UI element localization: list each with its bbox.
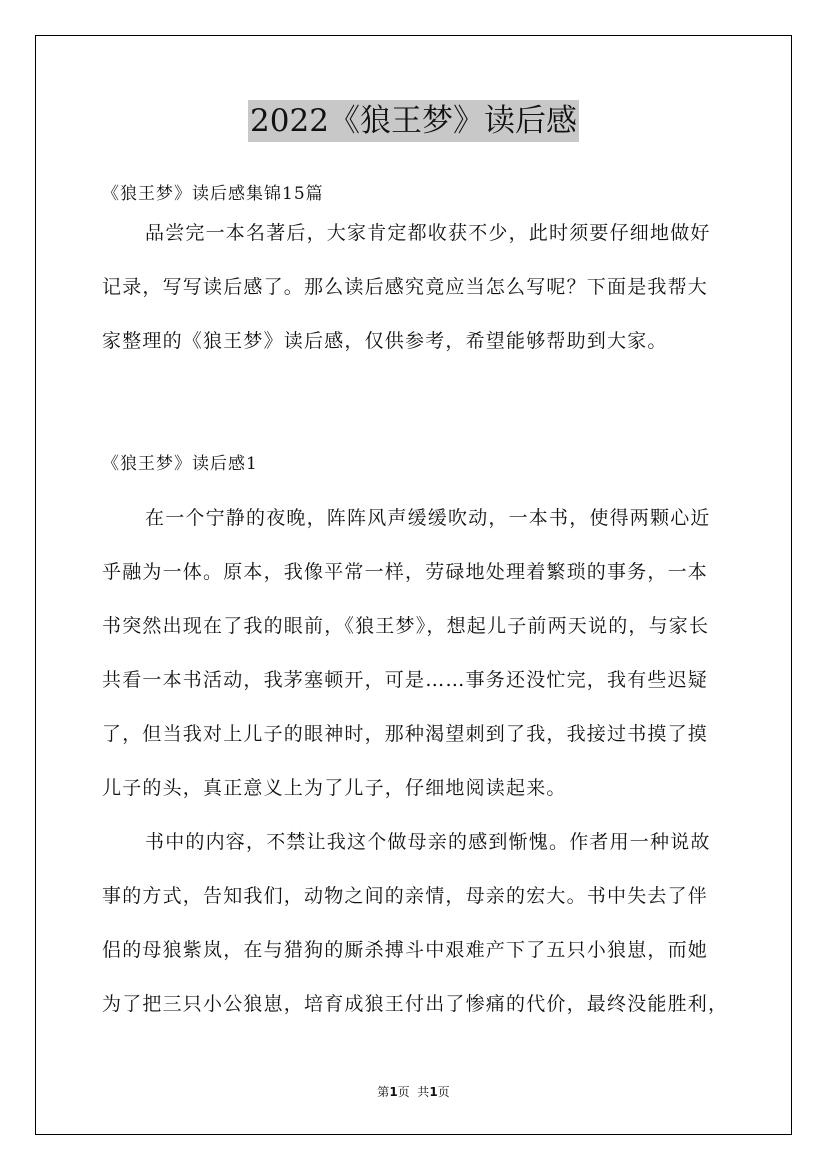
document-title: 2022《狼王梦》读后感	[248, 100, 579, 142]
paragraph-line: 记录，写写读后感了。那么读后感究竟应当怎么写呢？下面是我帮大	[102, 276, 709, 298]
section-paragraph-2	[102, 815, 728, 1031]
document-subtitle: 《狼王梦》读后感集锦15篇	[102, 184, 324, 204]
section-heading: 《狼王梦》读后感1	[102, 454, 258, 474]
paragraph-line: 在一个宁静的夜晚，阵阵风声缓缓吹动，一本书，使得两颗心近	[145, 507, 711, 529]
title-container	[0, 100, 827, 142]
footer-page-total: 1	[429, 1085, 438, 1099]
paragraph-line: 儿子的头，真正意义上为了儿子，仔细地阅读起来。	[102, 777, 567, 799]
paragraph-line: 侣的母狼紫岚，在与猎狗的厮杀搏斗中艰难产下了五只小狼崽，而她	[102, 939, 709, 961]
paragraph-line: 书突然出现在了我的眼前，《狼王梦》，想起儿子前两天说的，与家长	[102, 615, 710, 637]
paragraph-line: 家整理的《狼王梦》读后感，仅供参考，希望能够帮助到大家。	[102, 330, 668, 352]
footer-page-current: 1	[389, 1085, 398, 1099]
paragraph-line: 共看一本书活动，我茅塞顿开，可是……事务还没忙完，我有些迟疑	[102, 669, 709, 691]
paragraph-line: 书中的内容，不禁让我这个做母亲的感到惭愧。作者用一种说故	[145, 831, 711, 853]
paragraph-line: 乎融为一体。原本，我像平常一样，劳碌地处理着繁琐的事务，一本	[102, 561, 709, 583]
page-footer	[0, 1083, 827, 1100]
paragraph-line: 品尝完一本名著后，大家肯定都收获不少，此时须要仔细地做好	[145, 222, 711, 244]
footer-page-suffix: 页	[437, 1085, 450, 1099]
paragraph-line: 了，但当我对上儿子的眼神时，那种渴望刺到了我，我接过书摸了摸	[102, 723, 709, 745]
paragraph-line: 事的方式，告知我们，动物之间的亲情，母亲的宏大。书中失去了伴	[102, 885, 709, 907]
footer-page-prefix: 第	[377, 1085, 390, 1099]
paragraph-line: 为了把三只小公狼崽，培育成狼王付出了惨痛的代价，最终没能胜利，	[102, 993, 729, 1015]
section-paragraph-1	[102, 491, 728, 815]
footer-page-mid: 页 共	[397, 1085, 430, 1099]
intro-paragraph	[102, 206, 728, 368]
